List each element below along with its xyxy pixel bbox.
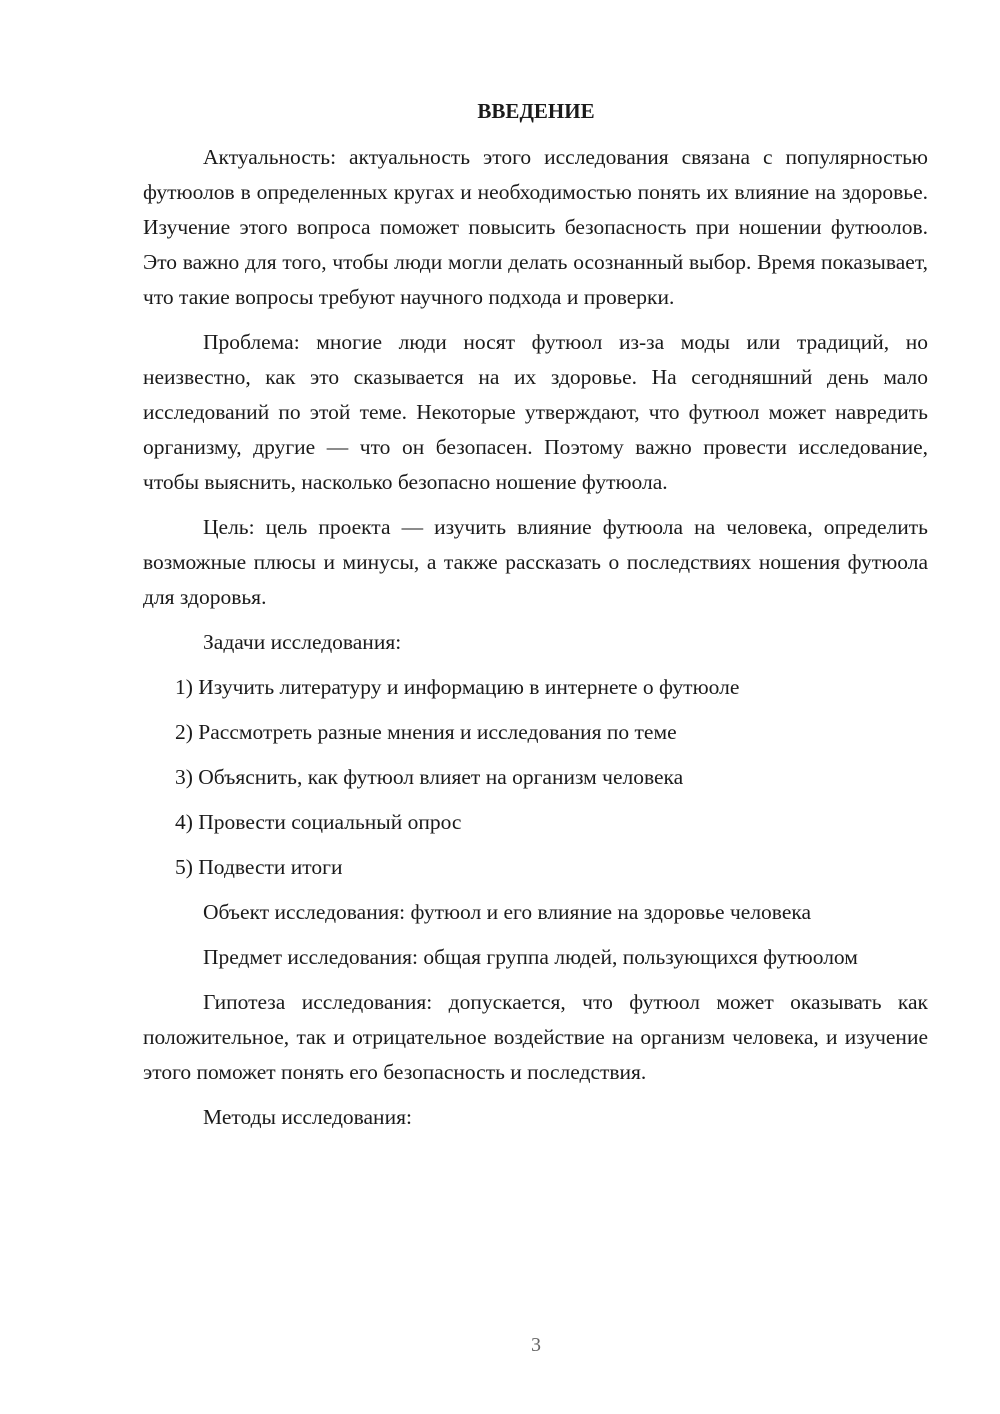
methods-heading: Методы исследования:	[203, 1105, 412, 1129]
list-item: 3) Объяснить, как футюол влияет на организм человека	[175, 765, 684, 789]
document-body	[143, 140, 928, 1145]
object-paragraph: Объект исследования: футюол и его влияние на здоровье человека	[203, 900, 812, 924]
relevance-paragraph: Актуальность: актуальность этого исследования связана с популярностью футюолов в определенных кругах и необходимостью понять их влияние на здоровье. Изучение этого вопроса поможет повысить безопасность при ношении футюолов. Это важно для того, чтобы люди могли делать осознанный выбор. Время показывает, что такие вопросы требуют научного подхода и проверки.	[143, 145, 928, 309]
list-item: 2) Рассмотреть разные мнения и исследования по теме	[175, 720, 677, 744]
page-number: 3	[531, 1334, 541, 1356]
list-item: 4) Провести социальный опрос	[175, 810, 462, 834]
goal-paragraph: Цель: цель проекта — изучить влияние футюола на человека, определить возможные плюсы и минусы, а также рассказать о последствиях ношения футюола для здоровья.	[143, 515, 928, 609]
hypothesis-paragraph: Гипотеза исследования: допускается, что футюол может оказывать как положительное, так и отрицательное воздействие на организм человека, и изучение этого поможет понять его безопасность и последствия.	[143, 990, 928, 1084]
tasks-list	[143, 670, 928, 885]
problem-paragraph: Проблема: многие люди носят футюол из-за моды или традиций, но неизвестно, как это сказывается на их здоровье. На сегодняшний день мало исследований по этой теме. Некоторые утверждают, что футюол может навредить организму, другие — что он безопасен. Поэтому важно провести исследование, чтобы выяснить, насколько безопасно ношение футюола.	[143, 330, 928, 494]
list-item: 5) Подвести итоги	[175, 855, 343, 879]
tasks-heading: Задачи исследования:	[203, 630, 402, 654]
list-item: 1) Изучить литературу и информацию в интернете о футюоле	[175, 675, 740, 699]
page-title: ВВЕДЕНИЕ	[477, 99, 595, 123]
subject-paragraph: Предмет исследования: общая группа людей, пользующихся футюолом	[203, 945, 858, 969]
